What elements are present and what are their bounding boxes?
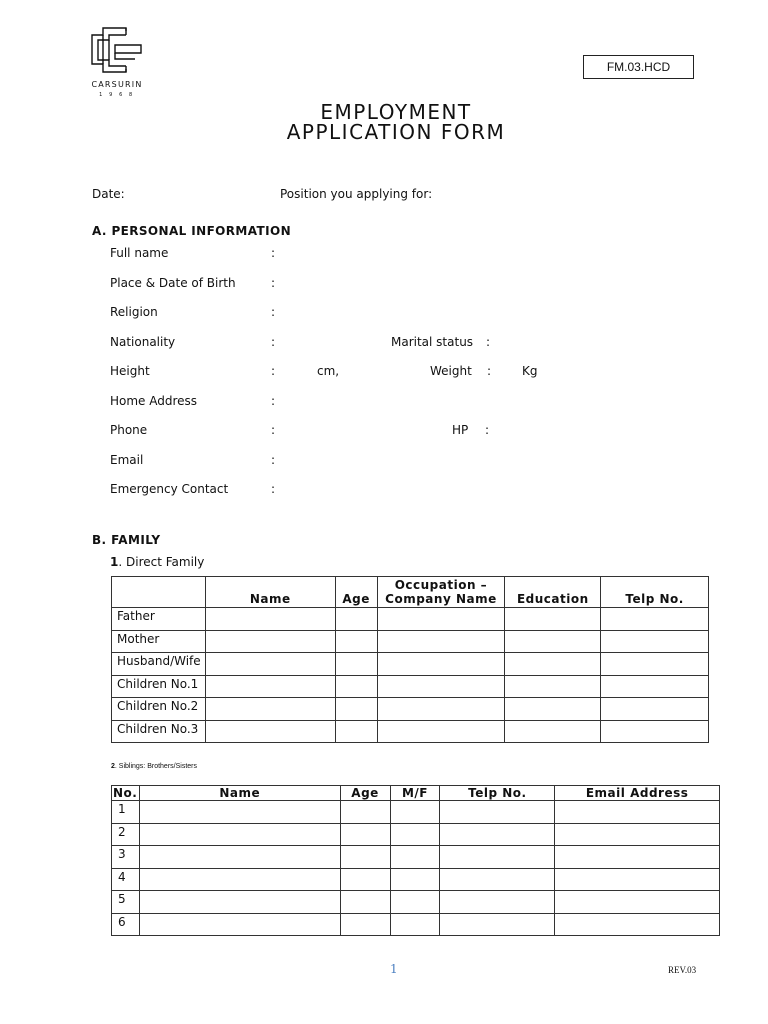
direct-family-number: 1 (110, 555, 119, 569)
table-cell[interactable] (601, 608, 709, 631)
colon: : (271, 305, 276, 319)
table-cell[interactable] (390, 868, 440, 891)
row-number: 1 (112, 801, 140, 824)
table-cell[interactable] (139, 913, 340, 936)
column-header-telp: Telp No. (440, 786, 555, 801)
column-header-occupation: Occupation – Company Name (377, 577, 505, 608)
carsurin-logo-icon (89, 26, 143, 76)
colon: : (271, 276, 276, 290)
table-row (112, 891, 720, 914)
revision-label: REV.03 (668, 965, 697, 975)
table-cell[interactable] (377, 653, 505, 676)
row-label: Children No.2 (112, 698, 206, 721)
table-cell[interactable] (335, 653, 377, 676)
table-cell[interactable] (390, 846, 440, 869)
table-row (112, 608, 709, 631)
brand-year: 1 9 6 8 (99, 92, 135, 98)
field-label-emergency-contact: Emergency Contact (110, 482, 229, 496)
form-title-line2: APPLICATION FORM (286, 120, 506, 144)
position-label[interactable]: Position you applying for: (280, 187, 433, 201)
siblings-table (111, 785, 720, 936)
table-cell[interactable] (440, 846, 555, 869)
form-code-box: FM.03.HCD (583, 55, 694, 79)
siblings-text: . Siblings: Brothers/Sisters (114, 763, 197, 770)
table-cell[interactable] (205, 698, 335, 721)
page-number: 1 (390, 962, 398, 976)
brand-name: CARSURIN (91, 80, 143, 89)
table-cell[interactable] (390, 801, 440, 824)
row-label: Children No.3 (112, 720, 206, 743)
table-cell[interactable] (390, 823, 440, 846)
direct-family-table (111, 576, 709, 743)
field-label-email: Email (110, 453, 144, 467)
table-row (112, 675, 709, 698)
colon: : (271, 246, 276, 260)
table-cell[interactable] (505, 630, 601, 653)
column-header-no: No. (112, 786, 140, 801)
table-cell[interactable] (139, 846, 340, 869)
colon: : (271, 423, 276, 437)
weight-label: Weight (430, 364, 472, 378)
table-cell[interactable] (335, 698, 377, 721)
table-cell[interactable] (601, 698, 709, 721)
table-row (112, 868, 720, 891)
table-cell[interactable] (505, 653, 601, 676)
field-label-phone: Phone (110, 423, 148, 437)
table-cell[interactable] (555, 868, 720, 891)
table-header-row (112, 786, 720, 801)
column-header-name: Name (205, 577, 335, 608)
table-cell[interactable] (377, 608, 505, 631)
table-cell[interactable] (205, 653, 335, 676)
row-number: 4 (112, 868, 140, 891)
table-cell[interactable] (505, 720, 601, 743)
column-header-name: Name (139, 786, 340, 801)
table-cell[interactable] (440, 823, 555, 846)
colon: : (271, 364, 276, 378)
table-cell[interactable] (139, 868, 340, 891)
table-cell[interactable] (205, 720, 335, 743)
table-cell[interactable] (340, 823, 390, 846)
table-row (112, 801, 720, 824)
table-row (112, 698, 709, 721)
date-label[interactable]: Date: (92, 187, 125, 201)
table-cell[interactable] (340, 868, 390, 891)
colon: : (271, 335, 276, 349)
table-row (112, 823, 720, 846)
row-label: Mother (112, 630, 206, 653)
table-row (112, 720, 709, 743)
table-cell[interactable] (139, 823, 340, 846)
table-cell[interactable] (377, 720, 505, 743)
table-cell[interactable] (440, 891, 555, 914)
table-cell[interactable] (601, 653, 709, 676)
table-cell[interactable] (335, 608, 377, 631)
table-cell[interactable] (340, 846, 390, 869)
family-heading: B. FAMILY (92, 533, 161, 547)
column-header-telp: Telp No. (601, 577, 709, 608)
table-cell[interactable] (205, 608, 335, 631)
table-cell[interactable] (390, 913, 440, 936)
table-header-row (112, 577, 709, 608)
column-header-relation (112, 577, 206, 608)
colon: : (271, 394, 276, 408)
row-number: 5 (112, 891, 140, 914)
column-header-age: Age (340, 786, 390, 801)
table-cell[interactable] (335, 675, 377, 698)
marital-status-label: Marital status (391, 335, 474, 349)
table-cell[interactable] (340, 891, 390, 914)
table-cell[interactable] (555, 801, 720, 824)
table-cell[interactable] (505, 608, 601, 631)
table-cell[interactable] (505, 698, 601, 721)
field-label-nationality: Nationality (110, 335, 176, 349)
field-label-religion: Religion (110, 305, 158, 319)
column-header-email: Email Address (555, 786, 720, 801)
siblings-number: 2 (111, 763, 115, 770)
row-label: Father (112, 608, 206, 631)
table-cell[interactable] (139, 801, 340, 824)
row-number: 3 (112, 846, 140, 869)
table-row (112, 913, 720, 936)
table-cell[interactable] (440, 868, 555, 891)
row-label: Husband/Wife (112, 653, 206, 676)
table-cell[interactable] (139, 891, 340, 914)
table-row (112, 653, 709, 676)
field-label-full-name: Full name (110, 246, 169, 260)
table-cell[interactable] (205, 630, 335, 653)
form-title-line1: EMPLOYMENT (320, 100, 472, 124)
row-label: Children No.1 (112, 675, 206, 698)
colon: : (485, 423, 490, 437)
colon: : (486, 335, 491, 349)
colon: : (487, 364, 492, 378)
field-label-height: Height (110, 364, 150, 378)
table-row (112, 846, 720, 869)
table-cell[interactable] (340, 913, 390, 936)
column-header-education: Education (505, 577, 601, 608)
table-cell[interactable] (440, 801, 555, 824)
table-cell[interactable] (601, 720, 709, 743)
table-row (112, 630, 709, 653)
table-cell[interactable] (601, 630, 709, 653)
direct-family-text: . Direct Family (118, 555, 205, 569)
row-number: 6 (112, 913, 140, 936)
table-cell[interactable] (390, 891, 440, 914)
row-number: 2 (112, 823, 140, 846)
siblings-label (111, 763, 197, 770)
field-label-home-address: Home Address (110, 394, 198, 408)
table-cell[interactable] (335, 720, 377, 743)
table-cell[interactable] (555, 823, 720, 846)
table-cell[interactable] (555, 846, 720, 869)
table-cell[interactable] (601, 675, 709, 698)
table-cell[interactable] (505, 675, 601, 698)
table-cell[interactable] (377, 675, 505, 698)
table-cell[interactable] (377, 630, 505, 653)
table-cell[interactable] (440, 913, 555, 936)
table-cell[interactable] (340, 801, 390, 824)
table-cell[interactable] (555, 913, 720, 936)
direct-family-label (110, 555, 204, 569)
column-header-gender: M/F (390, 786, 440, 801)
height-unit: cm, (317, 364, 340, 378)
colon: : (271, 482, 276, 496)
table-cell[interactable] (555, 891, 720, 914)
table-cell[interactable] (205, 675, 335, 698)
field-label-birth: Place & Date of Birth (110, 276, 236, 290)
company-logo (88, 26, 146, 98)
table-cell[interactable] (377, 698, 505, 721)
personal-info-heading: A. PERSONAL INFORMATION (92, 224, 292, 238)
column-header-age: Age (335, 577, 377, 608)
weight-unit: Kg (522, 364, 538, 378)
colon: : (271, 453, 276, 467)
hp-label: HP (452, 423, 469, 437)
table-cell[interactable] (335, 630, 377, 653)
